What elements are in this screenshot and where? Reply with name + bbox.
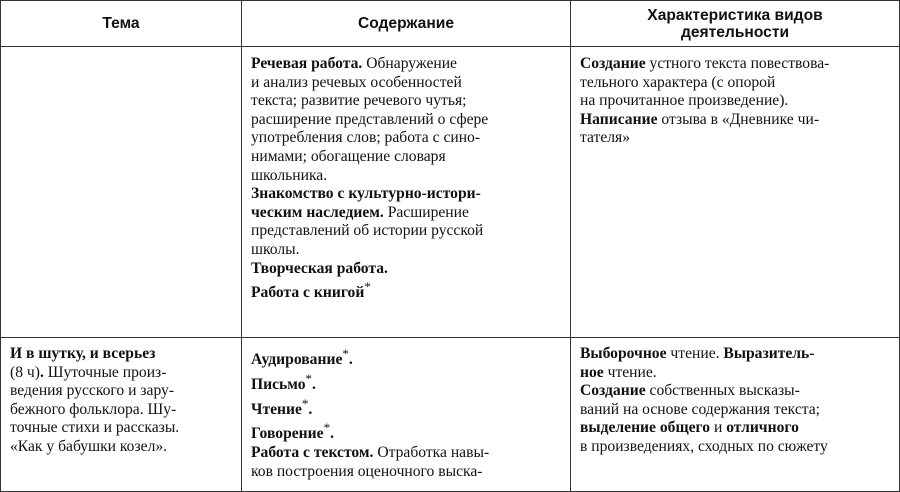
header-activities-line-2: деятельности — [680, 23, 790, 41]
row2-content-cell — [242, 338, 571, 492]
cell-text-line — [580, 74, 890, 93]
text-segment: употребления слов; работа с сино- — [251, 129, 481, 147]
bold-text: Аудирование — [251, 351, 343, 369]
text-segment: на прочитанное произведение). — [580, 92, 789, 110]
cell-text-line — [580, 92, 890, 111]
bold-text: . — [348, 351, 353, 369]
cell-text-line — [251, 370, 561, 395]
text-segment: тельного характера (с опорой — [580, 73, 776, 91]
cell-text-line — [580, 55, 890, 74]
bold-text: Работа с книгой — [251, 284, 365, 302]
text-segment: школьника. — [251, 166, 328, 184]
text-segment: отзыва в «Дневнике чи- — [657, 110, 820, 128]
text-segment: ведения русского и зару- — [10, 382, 175, 400]
text-segment: собственных высказы- — [645, 382, 800, 400]
bold-text: Работа с текстом. — [251, 444, 374, 462]
bold-text: Письмо — [251, 375, 306, 393]
bold-text: И в шутку, и всерьез — [10, 345, 156, 362]
text-segment: в произведениях, сходных по сюжету — [580, 437, 828, 455]
header-content — [242, 1, 571, 47]
bold-text: Создание — [580, 382, 646, 400]
bold-text: ческим наследием. — [251, 203, 384, 221]
header-topic-label: Тема — [102, 15, 140, 32]
cell-text-line — [251, 129, 561, 148]
footnote-mark: * — [305, 370, 312, 386]
text-segment: чтение. — [603, 363, 657, 381]
row2-topic-cell — [1, 338, 242, 492]
cell-text-line — [10, 401, 232, 420]
cell-text-line — [251, 185, 561, 204]
cell-text-line — [251, 463, 561, 482]
cell-text-line — [251, 260, 561, 279]
cell-text-line — [580, 401, 890, 420]
text-segment: Шуточные произ- — [43, 363, 167, 381]
cell-text-line — [251, 74, 561, 93]
cell-text-line — [10, 419, 232, 438]
text-segment: и — [710, 419, 727, 437]
bold-text: Выразитель- — [723, 345, 815, 362]
bold-text: . — [39, 363, 44, 381]
cell-text-line — [251, 167, 561, 186]
text-segment: ваний на основе содержания текста; — [580, 400, 820, 418]
cell-text-line — [10, 345, 232, 364]
bold-text: . — [312, 375, 316, 393]
footnote-mark: * — [323, 420, 331, 436]
bold-text: отличного — [726, 419, 799, 437]
text-segment: и анализ речевых особенностей — [251, 73, 462, 91]
text-segment: текста; развитие речевого чутья; — [251, 92, 467, 110]
bold-text: Выборочное — [580, 345, 667, 362]
bold-text: Знакомство с культурно-истори- — [251, 185, 481, 203]
footnote-mark: * — [364, 279, 371, 295]
cell-text-line — [251, 395, 561, 420]
text-segment: бежного фольклора. Шу- — [10, 400, 177, 418]
row1-activities-cell — [571, 47, 900, 338]
text-segment: расширение представлений о сфере — [251, 110, 489, 128]
text-segment: Расширение — [383, 203, 469, 221]
cell-text-line — [251, 222, 561, 241]
text-segment: нимами; обогащение словаря — [251, 147, 446, 165]
cell-text-line — [580, 382, 890, 401]
cell-text-line — [251, 345, 561, 370]
text-segment: ков построения оценочного выска- — [251, 462, 483, 480]
bold-text: выделение общего — [580, 419, 711, 437]
row1-content-cell — [242, 47, 571, 338]
text-segment: школы. — [251, 240, 300, 258]
bold-text: Говорение — [251, 425, 324, 443]
row2-activities-cell — [571, 338, 900, 492]
footnote-mark: * — [301, 395, 309, 411]
header-topic — [1, 1, 242, 47]
header-activities — [571, 1, 900, 47]
cell-text-line — [251, 92, 561, 111]
header-activities-line-1: Характеристика видов — [647, 6, 823, 24]
text-segment: (8 ч) — [10, 363, 40, 381]
header-row — [1, 1, 900, 47]
row1-topic-cell — [1, 47, 242, 338]
text-segment: тателя» — [580, 129, 631, 147]
cell-text-line — [580, 345, 890, 364]
bold-text: . — [330, 425, 334, 443]
header-content-label: Содержание — [357, 15, 455, 32]
text-segment: «Как у бабушки козел». — [10, 437, 168, 455]
table-row — [1, 338, 900, 492]
text-segment: представлений об истории русской — [251, 222, 484, 240]
cell-text-line — [251, 241, 561, 260]
cell-text-line — [580, 438, 890, 457]
cell-text-line — [580, 111, 890, 130]
cell-text-line — [251, 444, 561, 463]
table-row — [1, 47, 900, 338]
bold-text: Написание — [580, 110, 658, 128]
bold-text: Чтение — [251, 400, 302, 418]
text-segment: точные стихи и рассказы. — [10, 419, 180, 437]
text-segment: чтение. — [666, 345, 724, 362]
cell-text-line — [251, 148, 561, 167]
bold-text: . — [308, 400, 313, 418]
footnote-mark: * — [342, 346, 349, 361]
cell-text-line — [580, 364, 890, 383]
cell-text-line — [580, 419, 890, 438]
cell-text-line — [580, 129, 890, 148]
cell-text-line — [251, 111, 561, 130]
cell-text-line — [251, 204, 561, 223]
cell-text-line — [10, 438, 232, 457]
bold-text: ное — [580, 363, 604, 381]
cell-text-line — [10, 364, 232, 383]
cell-text-line — [251, 278, 561, 303]
text-segment: Отработка навы- — [373, 444, 490, 462]
bold-text: Создание — [580, 55, 646, 72]
bold-text: Творческая работа. — [251, 259, 388, 277]
cell-text-line — [251, 419, 561, 444]
cell-text-line — [251, 55, 561, 74]
text-segment: Обнаружение — [362, 55, 457, 72]
bold-text: Речевая работа. — [251, 55, 363, 72]
text-segment: устного текста повествова- — [645, 55, 830, 72]
cell-text-line — [10, 382, 232, 401]
